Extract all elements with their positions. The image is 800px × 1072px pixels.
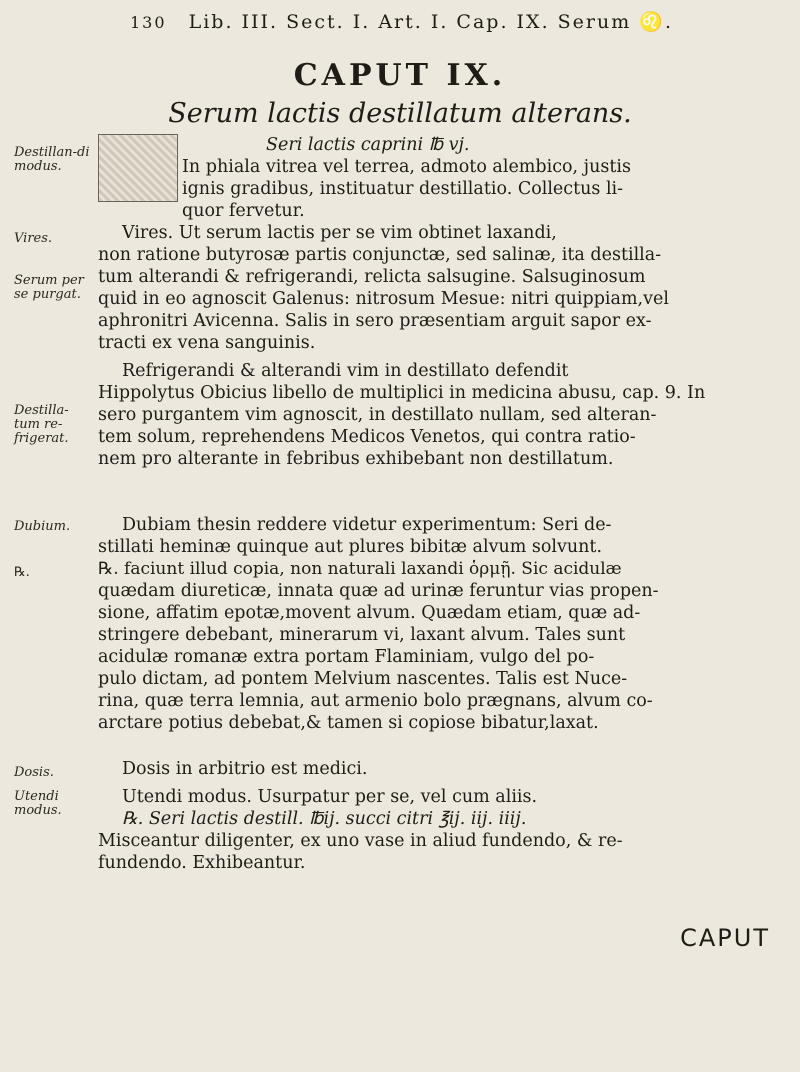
paragraph-vires — [98, 222, 770, 354]
text-line: arctare potius debebat,& tamen si copiose bibatur,laxat. — [98, 713, 599, 733]
text-line: tracti ex vena sanguinis. — [98, 333, 316, 353]
running-title: Lib. III. Sect. I. Art. I. Cap. IX. Serum ♌. — [188, 11, 673, 33]
text-line: ℞. Seri lactis destill. ℔ij. succi citri ℥ij. iij. iiij. — [122, 809, 527, 829]
recipe-line: Seri lactis caprini ℔ vj. — [266, 135, 470, 155]
text-line: sero purgantem vim agnoscit, in destillato nullam, sed alteran- — [98, 405, 657, 425]
margin-note-rx: ℞. — [14, 565, 30, 580]
text-line: quid in eo agnoscit Galenus: nitrosum Mesue: nitri quippiam,vel — [98, 289, 669, 309]
margin-note-utendi-modus: Utendi modus. — [14, 789, 62, 818]
recipe-line: ignis gradibus, instituatur destillatio. Collectus li- — [182, 179, 624, 199]
text-line: pulo dictam, ad pontem Melvium nascentes. Talis est Nuce- — [98, 669, 628, 689]
margin-note-dosis: Dosis. — [14, 765, 54, 780]
text-line: Misceantur diligenter, ex uno vase in aliud fundendo, & re- — [98, 831, 623, 851]
running-header — [130, 10, 690, 33]
text-line: tem solum, reprehendens Medicos Venetos, qui contra ratio- — [98, 427, 636, 447]
text-line: Hippolytus Obicius libello de multiplici in medicina abusu, cap. 9. In — [98, 383, 706, 403]
text-line: Vires. Ut serum lactis per se vim obtinet laxandi, — [122, 223, 557, 243]
text-line: Dosis in arbitrio est medici. — [122, 759, 368, 779]
text-line: rina, quæ terra lemnia, aut armenio bolo prægnans, alvum co- — [98, 691, 653, 711]
text-line: stillati heminæ quinque aut plures bibitæ alvum solvunt. — [98, 537, 603, 557]
margin-note-dubium: Dubium. — [14, 519, 71, 534]
text-line: quædam diureticæ, innata quæ ad urinæ feruntur vias propen- — [98, 581, 659, 601]
paragraph-dubium — [98, 514, 770, 734]
catchword: CAPUT — [680, 924, 770, 952]
paragraph-utendi — [98, 786, 770, 874]
text-line: sione, affatim epotæ,movent alvum. Quædam etiam, quæ ad- — [98, 603, 641, 623]
recipe-line: In phiala vitrea vel terrea, admoto alembico, justis — [182, 157, 631, 177]
text-line: fundendo. Exhibeantur. — [98, 853, 306, 873]
text-line: Dubiam thesin reddere videtur experimentum: Seri de- — [122, 515, 612, 535]
text-line: tum alterandi & refrigerandi, relicta salsugine. Salsuginosum — [98, 267, 646, 287]
text-line: acidulæ romanæ extra portam Flaminiam, vulgo del po- — [98, 647, 595, 667]
margin-note-vires: Vires. — [14, 231, 53, 246]
margin-note-destillandi-modus: Destillan-di modus. — [14, 145, 90, 174]
text-line: stringere debebant, minerarum vi, laxant alvum. Tales sunt — [98, 625, 626, 645]
margin-note-serum-per-se-purgat: Serum per se purgat. — [14, 273, 84, 302]
chapter-subtitle: Serum lactis destillatum alterans. — [168, 98, 632, 129]
recipe-line: quor fervetur. — [182, 201, 305, 221]
text-line: Utendi modus. Usurpatur per se, vel cum aliis. — [122, 787, 538, 807]
paragraph-recipe — [98, 134, 770, 222]
paragraph-refrigerandi — [98, 360, 770, 470]
margin-note-destillatum-refrigerat: Destilla-tum re-frigerat. — [14, 403, 69, 446]
text-line: Refrigerandi & alterandi vim in destillato defendit — [122, 361, 569, 381]
text-line: aphronitri Avicenna. Salis in sero præsentiam arguit sapor ex- — [98, 311, 652, 331]
chapter-title: CAPUT IX. — [293, 58, 507, 93]
text-line: ℞. faciunt illud copia, non naturali laxandi ὁρμῇ. Sic acidulæ — [98, 559, 622, 579]
page-number: 130 — [130, 13, 167, 32]
text-line: non ratione butyrosæ partis conjunctæ, sed salinæ, ita destilla- — [98, 245, 662, 265]
text-line: nem pro alterante in febribus exhibebant non destillatum. — [98, 449, 614, 469]
paragraph-dosis — [98, 758, 770, 780]
